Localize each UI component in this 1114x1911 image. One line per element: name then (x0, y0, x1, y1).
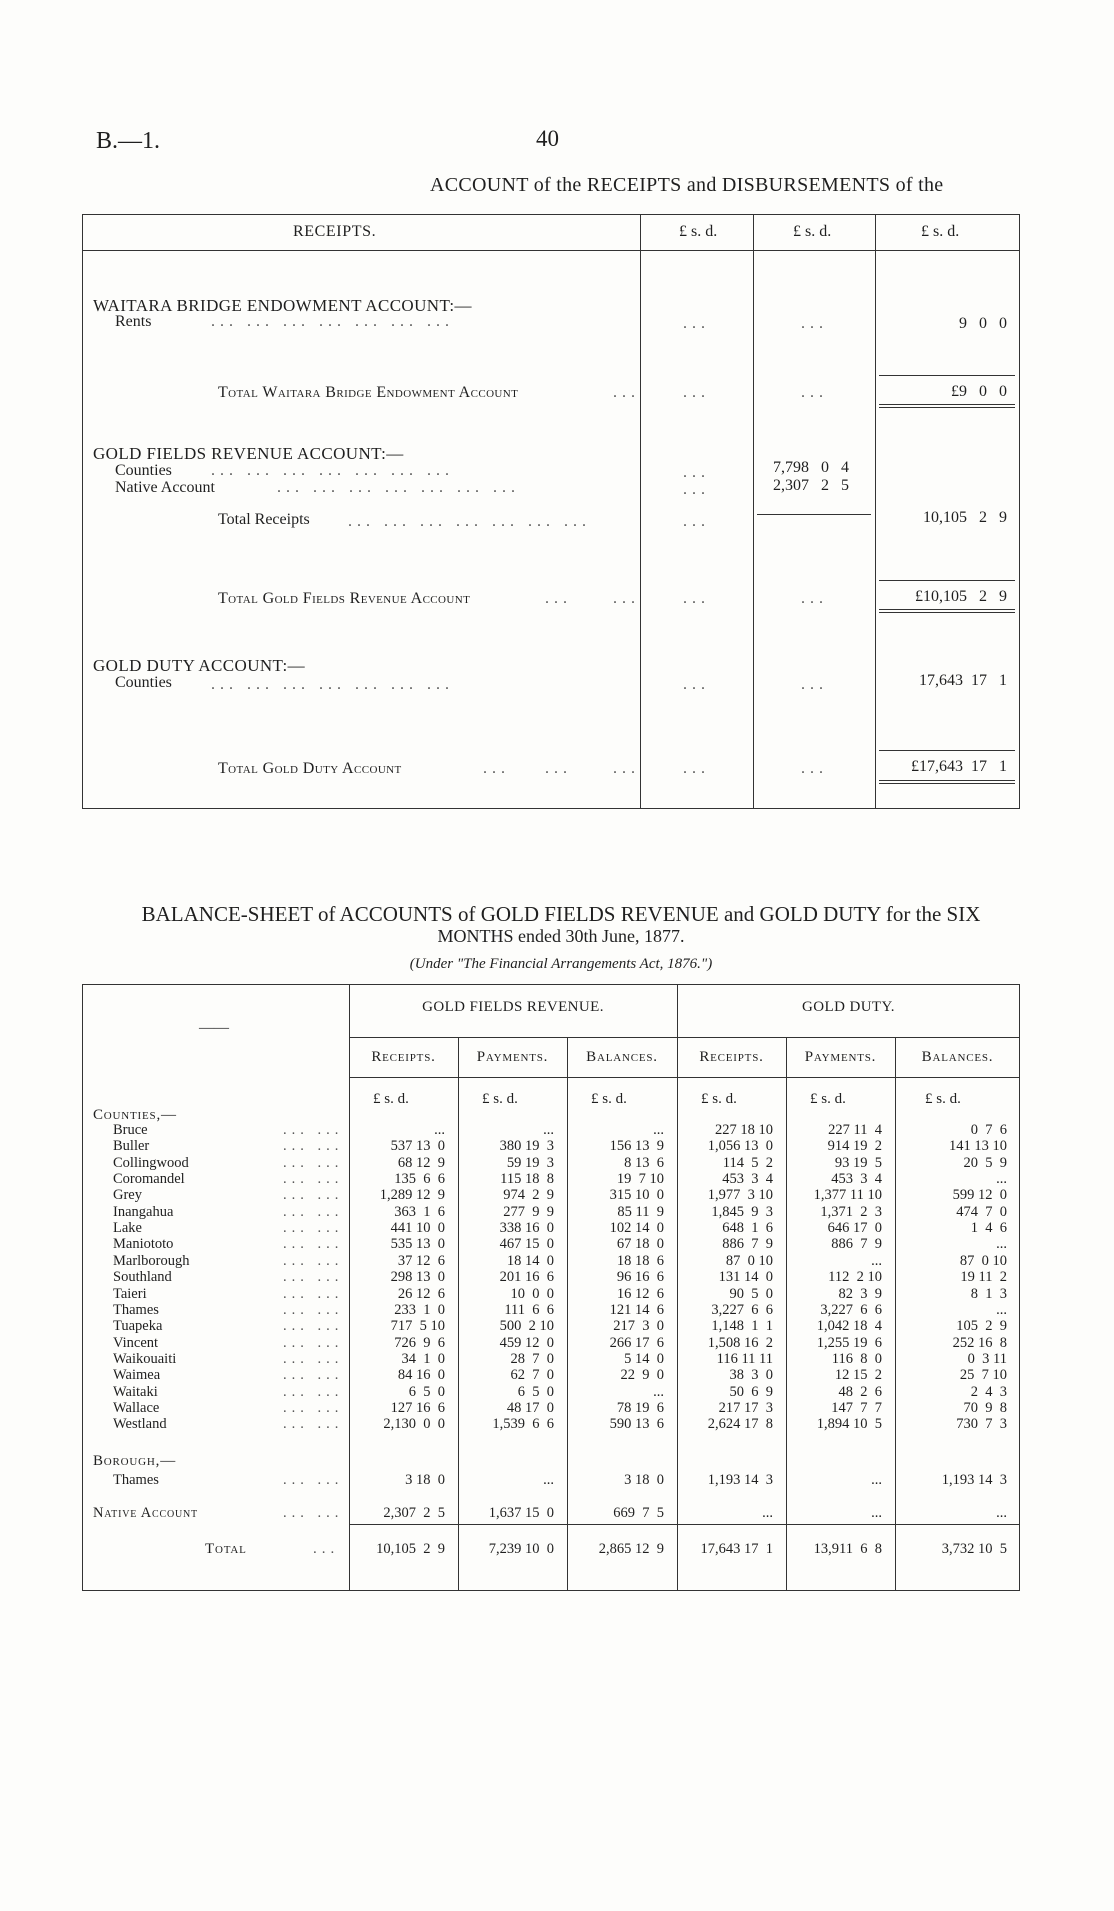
row-vincent-gfr-payments: 459 12 0 (499, 1334, 554, 1351)
leader-dots: ... ... ... ... ... ... ... (348, 513, 591, 530)
gd-total-amount: £17,643 17 1 (911, 758, 1007, 775)
row-maniototo-gfr-receipts: 535 13 0 (390, 1236, 445, 1253)
row-maniototo-label: Maniototo (113, 1236, 174, 1253)
leader-dots: ... ... (283, 1367, 344, 1384)
row-wallace-gd-balances: 70 9 8 (963, 1399, 1007, 1416)
header-rule (349, 1077, 1019, 1078)
row-tuapeka-gd-receipts: 1,148 1 1 (711, 1318, 773, 1335)
col-divider (895, 1037, 896, 1590)
row-borough-thames-gfr-receipts: 3 18 0 (405, 1472, 445, 1488)
row-vincent-gd-balances: 252 16 8 (952, 1334, 1007, 1351)
row-native-account-gfr-receipts: 2,307 2 5 (383, 1505, 445, 1521)
gfr-section-title: GOLD FIELDS REVENUE ACCOUNT:— (93, 444, 404, 463)
row-total-gfr-receipts: 10,105 2 9 (376, 1541, 445, 1557)
row-westland-gd-receipts: 2,624 17 8 (707, 1416, 773, 1433)
leader-dots: ... ... (283, 1187, 344, 1204)
row-buller-label: Buller (113, 1138, 150, 1155)
leader-dots: ... ... (283, 1285, 344, 1302)
row-waimea-gfr-receipts: 84 16 0 (397, 1367, 445, 1384)
balance-sheet-subtitle: (Under "The Financial Arrangements Act, 1876.") (409, 956, 713, 972)
row-southland-gfr-receipts: 298 13 0 (390, 1269, 445, 1286)
row-borough-thames-gfr-payments: ... (543, 1472, 554, 1488)
gd-total-label: Total Gold Duty Account (218, 760, 402, 777)
row-thames-gfr-payments: 111 6 6 (504, 1301, 554, 1318)
dots: ... (683, 481, 710, 498)
row-native-account-gfr-payments: 1,637 15 0 (488, 1505, 554, 1521)
row-thames-gfr-receipts: 233 1 0 (394, 1301, 445, 1318)
row-waitaki-gd-receipts: 50 6 9 (729, 1383, 773, 1400)
dots: ... (801, 760, 828, 777)
dots: ... (801, 676, 828, 693)
document-code: B.—1. (96, 128, 161, 154)
double-rule (879, 783, 1015, 784)
row-thames-gfr-balances: 121 14 6 (609, 1301, 664, 1318)
double-rule (879, 404, 1015, 405)
row-lake-label: Lake (113, 1220, 142, 1237)
row-lake-gfr-balances: 102 14 0 (609, 1220, 664, 1237)
row-thames-gd-balances: ... (996, 1301, 1007, 1318)
row-tuapeka-gfr-payments: 500 2 10 (499, 1318, 554, 1335)
dots: ... (613, 760, 640, 777)
dots: ... (313, 1541, 340, 1557)
leader-dots: ... ... (283, 1472, 344, 1488)
row-native-account-label: Native Account (93, 1505, 198, 1521)
row-bruce-gfr-balances: ... (653, 1122, 664, 1138)
leader-dots: ... ... (283, 1269, 344, 1286)
double-rule (879, 609, 1015, 610)
row-bruce-gd-receipts: 227 18 10 (715, 1122, 773, 1138)
row-vincent-gd-receipts: 1,508 16 2 (707, 1334, 773, 1351)
leader-dots: ... ... (283, 1416, 344, 1433)
row-collingwood-gfr-balances: 8 13 6 (624, 1154, 664, 1171)
row-vincent-gfr-receipts: 726 9 6 (394, 1334, 445, 1351)
leader-dots: ... ... (283, 1171, 344, 1188)
dots: ... (683, 513, 710, 530)
row-inangahua-gd-payments: 1,371 2 3 (820, 1203, 882, 1220)
row-buller-gd-balances: 141 13 10 (949, 1138, 1007, 1155)
native-account-amount: 2,307 2 5 (773, 477, 849, 494)
row-waikouaiti-gd-balances: 0 3 11 (967, 1350, 1007, 1367)
dots: ... (683, 760, 710, 777)
leader-dots: ... ... ... ... ... ... ... (211, 462, 454, 479)
native-account-label: Native Account (115, 479, 215, 496)
row-southland-label: Southland (113, 1269, 172, 1286)
row-buller-gfr-balances: 156 13 9 (609, 1138, 664, 1155)
row-grey-gfr-balances: 315 10 0 (609, 1187, 664, 1204)
row-waimea-gd-payments: 12 15 2 (834, 1367, 882, 1384)
dots: ... (683, 676, 710, 693)
row-borough-thames-gfr-balances: 3 18 0 (624, 1472, 664, 1488)
row-borough-thames-gd-payments: ... (871, 1472, 882, 1488)
row-collingwood-label: Collingwood (113, 1154, 189, 1171)
balance-sheet-title: BALANCE-SHEET of ACCOUNTS of GOLD FIELDS REVENUE and GOLD DUTY for the SIX (141, 902, 981, 926)
unit-header-3: £ s. d. (921, 223, 960, 240)
row-coromandel-gd-payments: 453 3 4 (831, 1171, 882, 1188)
row-collingwood-gfr-payments: 59 19 3 (506, 1154, 554, 1171)
row-wallace-gd-receipts: 217 17 3 (718, 1399, 773, 1416)
row-grey-gd-receipts: 1,977 3 10 (707, 1187, 773, 1204)
row-marlborough-gfr-payments: 18 14 0 (506, 1252, 554, 1269)
group-rule (349, 1037, 1019, 1038)
row-grey-gfr-receipts: 1,289 12 9 (379, 1187, 445, 1204)
row-thames-label: Thames (113, 1301, 159, 1318)
row-tuapeka-gfr-balances: 217 3 0 (613, 1318, 664, 1335)
double-rule (879, 612, 1015, 613)
row-bruce-label: Bruce (113, 1122, 148, 1138)
row-marlborough-label: Marlborough (113, 1252, 190, 1269)
leader-dots: ... ... ... ... ... ... ... (211, 676, 454, 693)
col-gfr-payments: Payments. (476, 1049, 549, 1065)
row-taieri-gfr-payments: 10 0 0 (510, 1285, 554, 1302)
row-total-gd-payments: 13,911 6 8 (813, 1541, 882, 1557)
dots: ... (683, 590, 710, 607)
leader-dots: ... ... ... ... ... ... ... (211, 313, 454, 330)
dots: ... (801, 315, 828, 332)
row-vincent-gfr-balances: 266 17 6 (609, 1334, 664, 1351)
col-divider (640, 215, 641, 808)
row-westland-gd-payments: 1,894 10 5 (816, 1416, 882, 1433)
row-waikouaiti-gd-payments: 116 8 0 (831, 1350, 882, 1367)
row-thames-gd-receipts: 3,227 6 6 (711, 1301, 773, 1318)
row-waikouaiti-gd-receipts: 116 11 11 (716, 1350, 773, 1367)
gd-counties-amount: 17,643 17 1 (919, 672, 1007, 689)
row-lake-gd-receipts: 648 1 6 (722, 1220, 773, 1237)
row-westland-gfr-balances: 590 13 6 (609, 1416, 664, 1433)
row-marlborough-gd-receipts: 87 0 10 (725, 1252, 773, 1269)
waitara-total-amount: £9 0 0 (951, 383, 1007, 400)
leader-dots: ... ... ... ... ... ... ... (277, 479, 520, 496)
col-gfr-receipts: Receipts. (371, 1049, 436, 1065)
gfr-total-amount: £10,105 2 9 (915, 588, 1007, 605)
leader-dots: ... ... (283, 1301, 344, 1318)
row-native-account-gd-balances: ... (996, 1505, 1007, 1521)
row-grey-gd-payments: 1,377 11 10 (813, 1187, 882, 1204)
row-lake-gd-balances: 1 4 6 (970, 1220, 1007, 1237)
dots: ... (613, 590, 640, 607)
row-wallace-gfr-payments: 48 17 0 (506, 1399, 554, 1416)
header-rule (83, 250, 1019, 251)
total-receipts-amount: 10,105 2 9 (923, 509, 1007, 526)
row-tuapeka-gfr-receipts: 717 5 10 (390, 1318, 445, 1335)
unit-label: £ s. d. (810, 1091, 846, 1107)
rents-label: Rents (115, 313, 152, 330)
gd-section-title: GOLD DUTY ACCOUNT:— (93, 656, 306, 675)
unit-label: £ s. d. (482, 1091, 518, 1107)
waitara-total-label: Total Waitara Bridge Endowment Account (218, 384, 519, 401)
gfr-group-header: GOLD FIELDS REVENUE. (422, 999, 604, 1015)
leader-dots: ... ... (283, 1122, 344, 1138)
dots: ... (683, 384, 710, 401)
row-marlborough-gfr-balances: 18 18 6 (616, 1252, 664, 1269)
row-lake-gfr-receipts: 441 10 0 (390, 1220, 445, 1237)
row-grey-gfr-payments: 974 2 9 (503, 1187, 554, 1204)
leader-dots: ... ... (283, 1203, 344, 1220)
row-maniototo-gd-receipts: 886 7 9 (722, 1236, 773, 1253)
row-tuapeka-label: Tuapeka (113, 1318, 163, 1335)
col-gfr-balances: Balances. (586, 1049, 658, 1065)
row-waitaki-gd-balances: 2 4 3 (970, 1383, 1007, 1400)
row-native-account-gd-receipts: ... (762, 1505, 773, 1521)
row-native-account-gd-payments: ... (871, 1505, 882, 1521)
row-collingwood-gd-receipts: 114 5 2 (722, 1154, 773, 1171)
leader-dots: ... ... (283, 1138, 344, 1155)
col-divider (875, 215, 876, 808)
row-waimea-gfr-balances: 22 9 0 (620, 1367, 664, 1384)
row-inangahua-gfr-balances: 85 11 9 (617, 1203, 664, 1220)
row-waitaki-label: Waitaki (113, 1383, 158, 1400)
row-marlborough-gfr-receipts: 37 12 6 (397, 1252, 445, 1269)
row-lake-gd-payments: 646 17 0 (827, 1220, 882, 1237)
row-inangahua-gfr-receipts: 363 1 6 (394, 1203, 445, 1220)
balance-sheet-title-line2: MONTHS ended 30th June, 1877. (437, 926, 685, 946)
unit-label: £ s. d. (591, 1091, 627, 1107)
leader-dots: ... ... (283, 1252, 344, 1269)
row-taieri-label: Taieri (113, 1285, 147, 1302)
receipts-table (82, 214, 1020, 809)
borough-group-label: Borough,— (93, 1453, 177, 1469)
row-collingwood-gd-payments: 93 19 5 (834, 1154, 882, 1171)
row-bruce-gfr-payments: ... (543, 1122, 554, 1138)
row-waimea-label: Waimea (113, 1367, 161, 1384)
row-westland-gfr-receipts: 2,130 0 0 (383, 1416, 445, 1433)
col-gd-balances: Balances. (921, 1049, 994, 1065)
leader-dots: ... ... (283, 1334, 344, 1351)
row-southland-gd-payments: 112 2 10 (828, 1269, 882, 1286)
row-maniototo-gfr-balances: 67 18 0 (616, 1236, 664, 1253)
row-grey-gd-balances: 599 12 0 (952, 1187, 1007, 1204)
row-marlborough-gd-balances: 87 0 10 (959, 1252, 1007, 1269)
row-westland-gd-balances: 730 7 3 (956, 1416, 1007, 1433)
row-maniototo-gd-balances: ... (996, 1236, 1007, 1253)
leader-dots: ... ... (283, 1220, 344, 1237)
row-waikouaiti-label: Waikouaiti (113, 1350, 177, 1367)
leader-dots: ... ... (283, 1154, 344, 1171)
row-bruce-gd-payments: 227 11 4 (828, 1122, 882, 1138)
row-southland-gd-balances: 19 11 2 (960, 1269, 1007, 1286)
leader-dots: ... ... (283, 1505, 344, 1521)
total-receipts-label: Total Receipts (218, 511, 310, 528)
sum-rule (879, 375, 1015, 376)
dots: ... (613, 384, 640, 401)
row-waikouaiti-gfr-payments: 28 7 0 (510, 1350, 554, 1367)
row-maniototo-gfr-payments: 467 15 0 (499, 1236, 554, 1253)
row-taieri-gd-receipts: 90 5 0 (729, 1285, 773, 1302)
row-waimea-gd-receipts: 38 3 0 (729, 1367, 773, 1384)
row-waimea-gd-balances: 25 7 10 (959, 1367, 1007, 1384)
row-coromandel-label: Coromandel (113, 1171, 185, 1188)
row-total-gfr-payments: 7,239 10 0 (488, 1541, 554, 1557)
row-waikouaiti-gfr-receipts: 34 1 0 (401, 1350, 445, 1367)
row-taieri-gd-payments: 82 3 9 (838, 1285, 882, 1302)
row-buller-gd-payments: 914 19 2 (827, 1138, 882, 1155)
row-buller-gfr-payments: 380 19 3 (499, 1138, 554, 1155)
row-coromandel-gd-balances: ... (996, 1171, 1007, 1188)
row-marlborough-gd-payments: ... (871, 1252, 882, 1269)
dots: ... (801, 384, 828, 401)
double-rule (879, 780, 1015, 781)
leader-dots: ... ... (283, 1318, 344, 1335)
row-buller-gd-receipts: 1,056 13 0 (707, 1138, 773, 1155)
row-inangahua-label: Inangahua (113, 1203, 174, 1220)
row-total-gd-balances: 3,732 10 5 (941, 1541, 1007, 1557)
row-wallace-label: Wallace (113, 1399, 160, 1416)
row-coromandel-gd-receipts: 453 3 4 (722, 1171, 773, 1188)
row-coromandel-gfr-payments: 115 18 8 (500, 1171, 554, 1188)
row-native-account-gfr-balances: 669 7 5 (613, 1505, 664, 1521)
row-waitaki-gd-payments: 48 2 6 (838, 1383, 882, 1400)
unit-header-1: £ s. d. (679, 223, 718, 240)
row-vincent-gd-payments: 1,255 19 6 (816, 1334, 882, 1351)
row-westland-label: Westland (113, 1416, 167, 1433)
row-total-gfr-balances: 2,865 12 9 (598, 1541, 664, 1557)
row-bruce-gd-balances: 0 7 6 (970, 1122, 1007, 1138)
total-rule (349, 1524, 1019, 1525)
row-total-gd-receipts: 17,643 17 1 (700, 1541, 773, 1557)
row-bruce-gfr-receipts: ... (434, 1122, 445, 1138)
dots: ... (545, 760, 572, 777)
row-waitaki-gfr-payments: 6 5 0 (517, 1383, 554, 1400)
row-taieri-gfr-balances: 16 12 6 (616, 1285, 664, 1302)
col-gd-payments: Payments. (804, 1049, 877, 1065)
row-taieri-gfr-receipts: 26 12 6 (397, 1285, 445, 1302)
receipts-column-header: RECEIPTS. (293, 223, 377, 240)
unit-label: £ s. d. (373, 1091, 409, 1107)
total-label: Total (205, 1541, 247, 1557)
row-coromandel-gfr-balances: 19 7 10 (616, 1171, 664, 1188)
dots: ... (483, 760, 510, 777)
row-southland-gfr-balances: 96 16 6 (616, 1269, 664, 1286)
dots: ... (683, 464, 710, 481)
dots: ... (683, 315, 710, 332)
blank-header-dash: —— (199, 1020, 229, 1036)
counties-group-label: Counties,— (93, 1107, 177, 1123)
row-borough-thames-label: Thames (113, 1472, 159, 1488)
row-southland-gd-receipts: 131 14 0 (718, 1269, 773, 1286)
row-inangahua-gd-receipts: 1,845 9 3 (711, 1203, 773, 1220)
row-tuapeka-gd-payments: 1,042 18 4 (816, 1318, 882, 1335)
sum-rule (879, 580, 1015, 581)
row-grey-label: Grey (113, 1187, 142, 1204)
row-taieri-gd-balances: 8 1 3 (970, 1285, 1007, 1302)
row-southland-gfr-payments: 201 16 6 (499, 1269, 554, 1286)
counties-amount: 7,798 0 4 (773, 459, 849, 476)
leader-dots: ... ... (283, 1236, 344, 1253)
dots: ... (801, 590, 828, 607)
balance-sheet-table (82, 984, 1020, 1591)
gd-counties-label: Counties (115, 674, 172, 691)
row-buller-gfr-receipts: 537 13 0 (390, 1138, 445, 1155)
waitara-section-title: WAITARA BRIDGE ENDOWMENT ACCOUNT:— (93, 296, 472, 315)
account-heading: ACCOUNT of the RECEIPTS and DISBURSEMENTS of the (430, 174, 944, 196)
unit-label: £ s. d. (701, 1091, 737, 1107)
leader-dots: ... ... (283, 1350, 344, 1367)
row-thames-gd-payments: 3,227 6 6 (820, 1301, 882, 1318)
row-waikouaiti-gfr-balances: 5 14 0 (624, 1350, 664, 1367)
row-collingwood-gfr-receipts: 68 12 9 (397, 1154, 445, 1171)
row-waitaki-gfr-receipts: 6 5 0 (408, 1383, 445, 1400)
row-borough-thames-gd-balances: 1,193 14 3 (941, 1472, 1007, 1488)
unit-header-2: £ s. d. (793, 223, 832, 240)
row-wallace-gd-payments: 147 7 7 (831, 1399, 882, 1416)
dots: ... (545, 590, 572, 607)
page-number: 40 (536, 126, 559, 151)
leader-dots: ... ... (283, 1383, 344, 1400)
counties-label: Counties (115, 462, 172, 479)
leader-dots: ... ... (283, 1399, 344, 1416)
row-lake-gfr-payments: 338 16 0 (499, 1220, 554, 1237)
row-vincent-label: Vincent (113, 1334, 159, 1351)
row-wallace-gfr-receipts: 127 16 6 (390, 1399, 445, 1416)
row-wallace-gfr-balances: 78 19 6 (616, 1399, 664, 1416)
row-westland-gfr-payments: 1,539 6 6 (492, 1416, 554, 1433)
col-divider (753, 215, 754, 808)
double-rule (879, 407, 1015, 408)
row-waitaki-gfr-balances: ... (653, 1383, 664, 1400)
row-borough-thames-gd-receipts: 1,193 14 3 (707, 1472, 773, 1488)
col-gd-receipts: Receipts. (699, 1049, 764, 1065)
unit-label: £ s. d. (925, 1091, 961, 1107)
gd-group-header: GOLD DUTY. (802, 999, 895, 1015)
sum-rule (757, 514, 871, 515)
row-waimea-gfr-payments: 62 7 0 (510, 1367, 554, 1384)
gfr-total-label: Total Gold Fields Revenue Account (218, 590, 471, 607)
row-coromandel-gfr-receipts: 135 6 6 (394, 1171, 445, 1188)
rents-amount: 9 0 0 (959, 315, 1007, 332)
row-maniototo-gd-payments: 886 7 9 (831, 1236, 882, 1253)
row-tuapeka-gd-balances: 105 2 9 (956, 1318, 1007, 1335)
row-inangahua-gd-balances: 474 7 0 (956, 1203, 1007, 1220)
sum-rule (879, 750, 1015, 751)
row-collingwood-gd-balances: 20 5 9 (963, 1154, 1007, 1171)
row-inangahua-gfr-payments: 277 9 9 (503, 1203, 554, 1220)
